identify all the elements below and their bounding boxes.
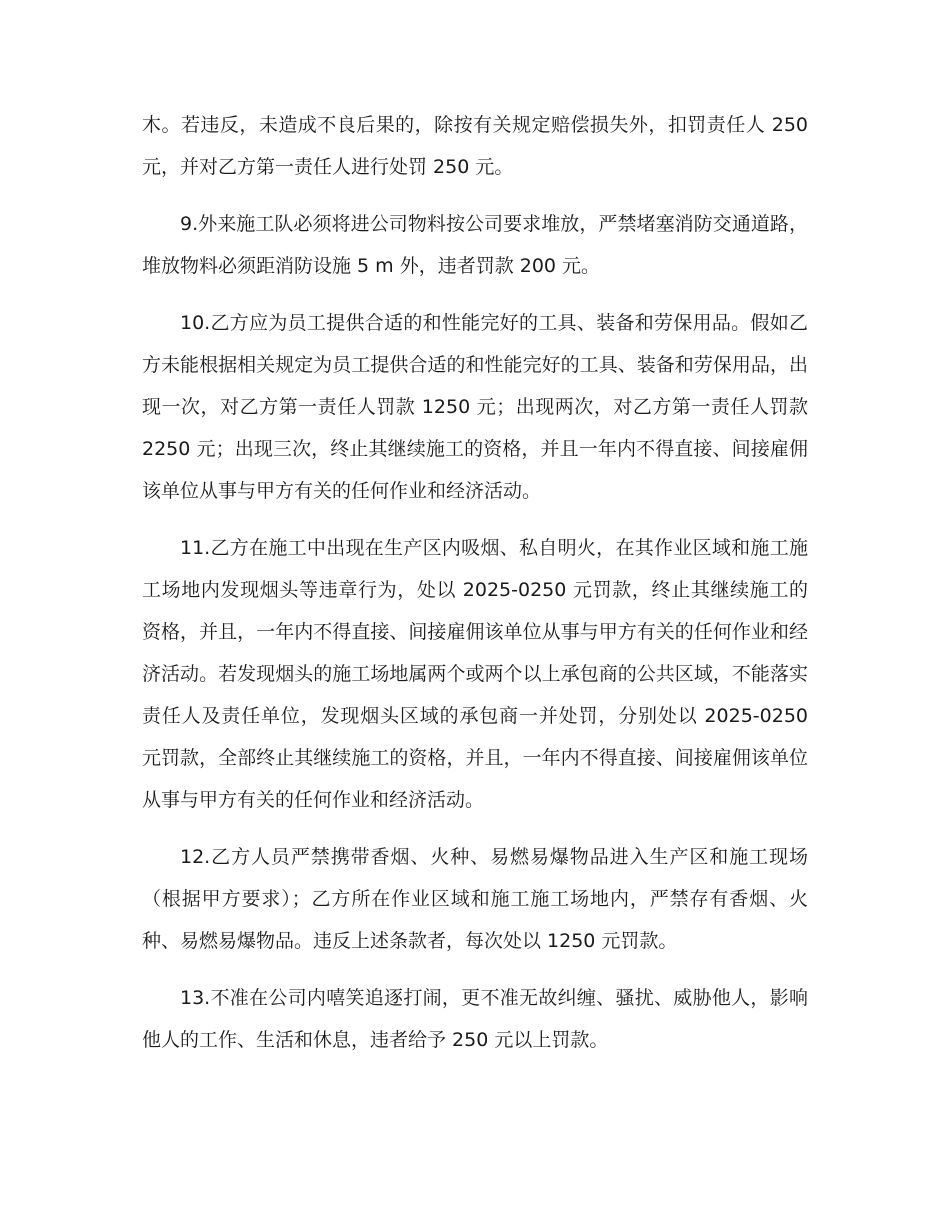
paragraph-clause-12: 12.乙方人员严禁携带香烟、火种、易燃易爆物品进入生产区和施工现场（根据甲方要求）；乙方所在作业区域和施工施工场地内，严禁存有香烟、火种、易燃易爆物品。违反上述条款者，每次处以 1250 元罚款。	[142, 846, 808, 952]
paragraph-continuation: 木。若违反，未造成不良后果的，除按有关规定赔偿损失外，扣罚责任人 250 元，并对乙方第一责任人进行处罚 250 元。	[142, 114, 808, 178]
document-body	[142, 104, 808, 1076]
paragraph-clause-13: 13.不准在公司内嘻笑追逐打闹，更不准无故纠缠、骚扰、威胁他人，影响他人的工作、生活和休息，违者给予 250 元以上罚款。	[142, 987, 808, 1051]
paragraph-clause-9: 9.外来施工队必须将进公司物料按公司要求堆放，严禁堵塞消防交通道路，堆放物料必须距消防设施 5 m 外，违者罚款 200 元。	[142, 213, 808, 277]
paragraph-clause-10: 10.乙方应为员工提供合适的和性能完好的工具、装备和劳保用品。假如乙方未能根据相关规定为员工提供合适的和性能完好的工具、装备和劳保用品，出现一次，对乙方第一责任人罚款 1250 元；出现两次，对乙方第一责任人罚款 2250 元；出现三次，终止其继续施工的资格，并且一年内不得直接、间接雇佣该单位从事与甲方有关的任何作业和经济活动。	[142, 312, 808, 502]
paragraph-clause-11: 11.乙方在施工中出现在生产区内吸烟、私自明火，在其作业区域和施工施工场地内发现烟头等违章行为，处以 2025-0250 元罚款，终止其继续施工的资格，并且，一年内不得直接、间接雇佣该单位从事与甲方有关的任何作业和经济活动。若发现烟头的施工场地属两个或两个以上承包商的公共区域，不能落实责任人及责任单位，发现烟头区域的承包商一并处罚，分别处以 2025-0250 元罚款，全部终止其继续施工的资格，并且，一年内不得直接、间接雇佣该单位从事与甲方有关的任何作业和经济活动。	[142, 537, 808, 811]
